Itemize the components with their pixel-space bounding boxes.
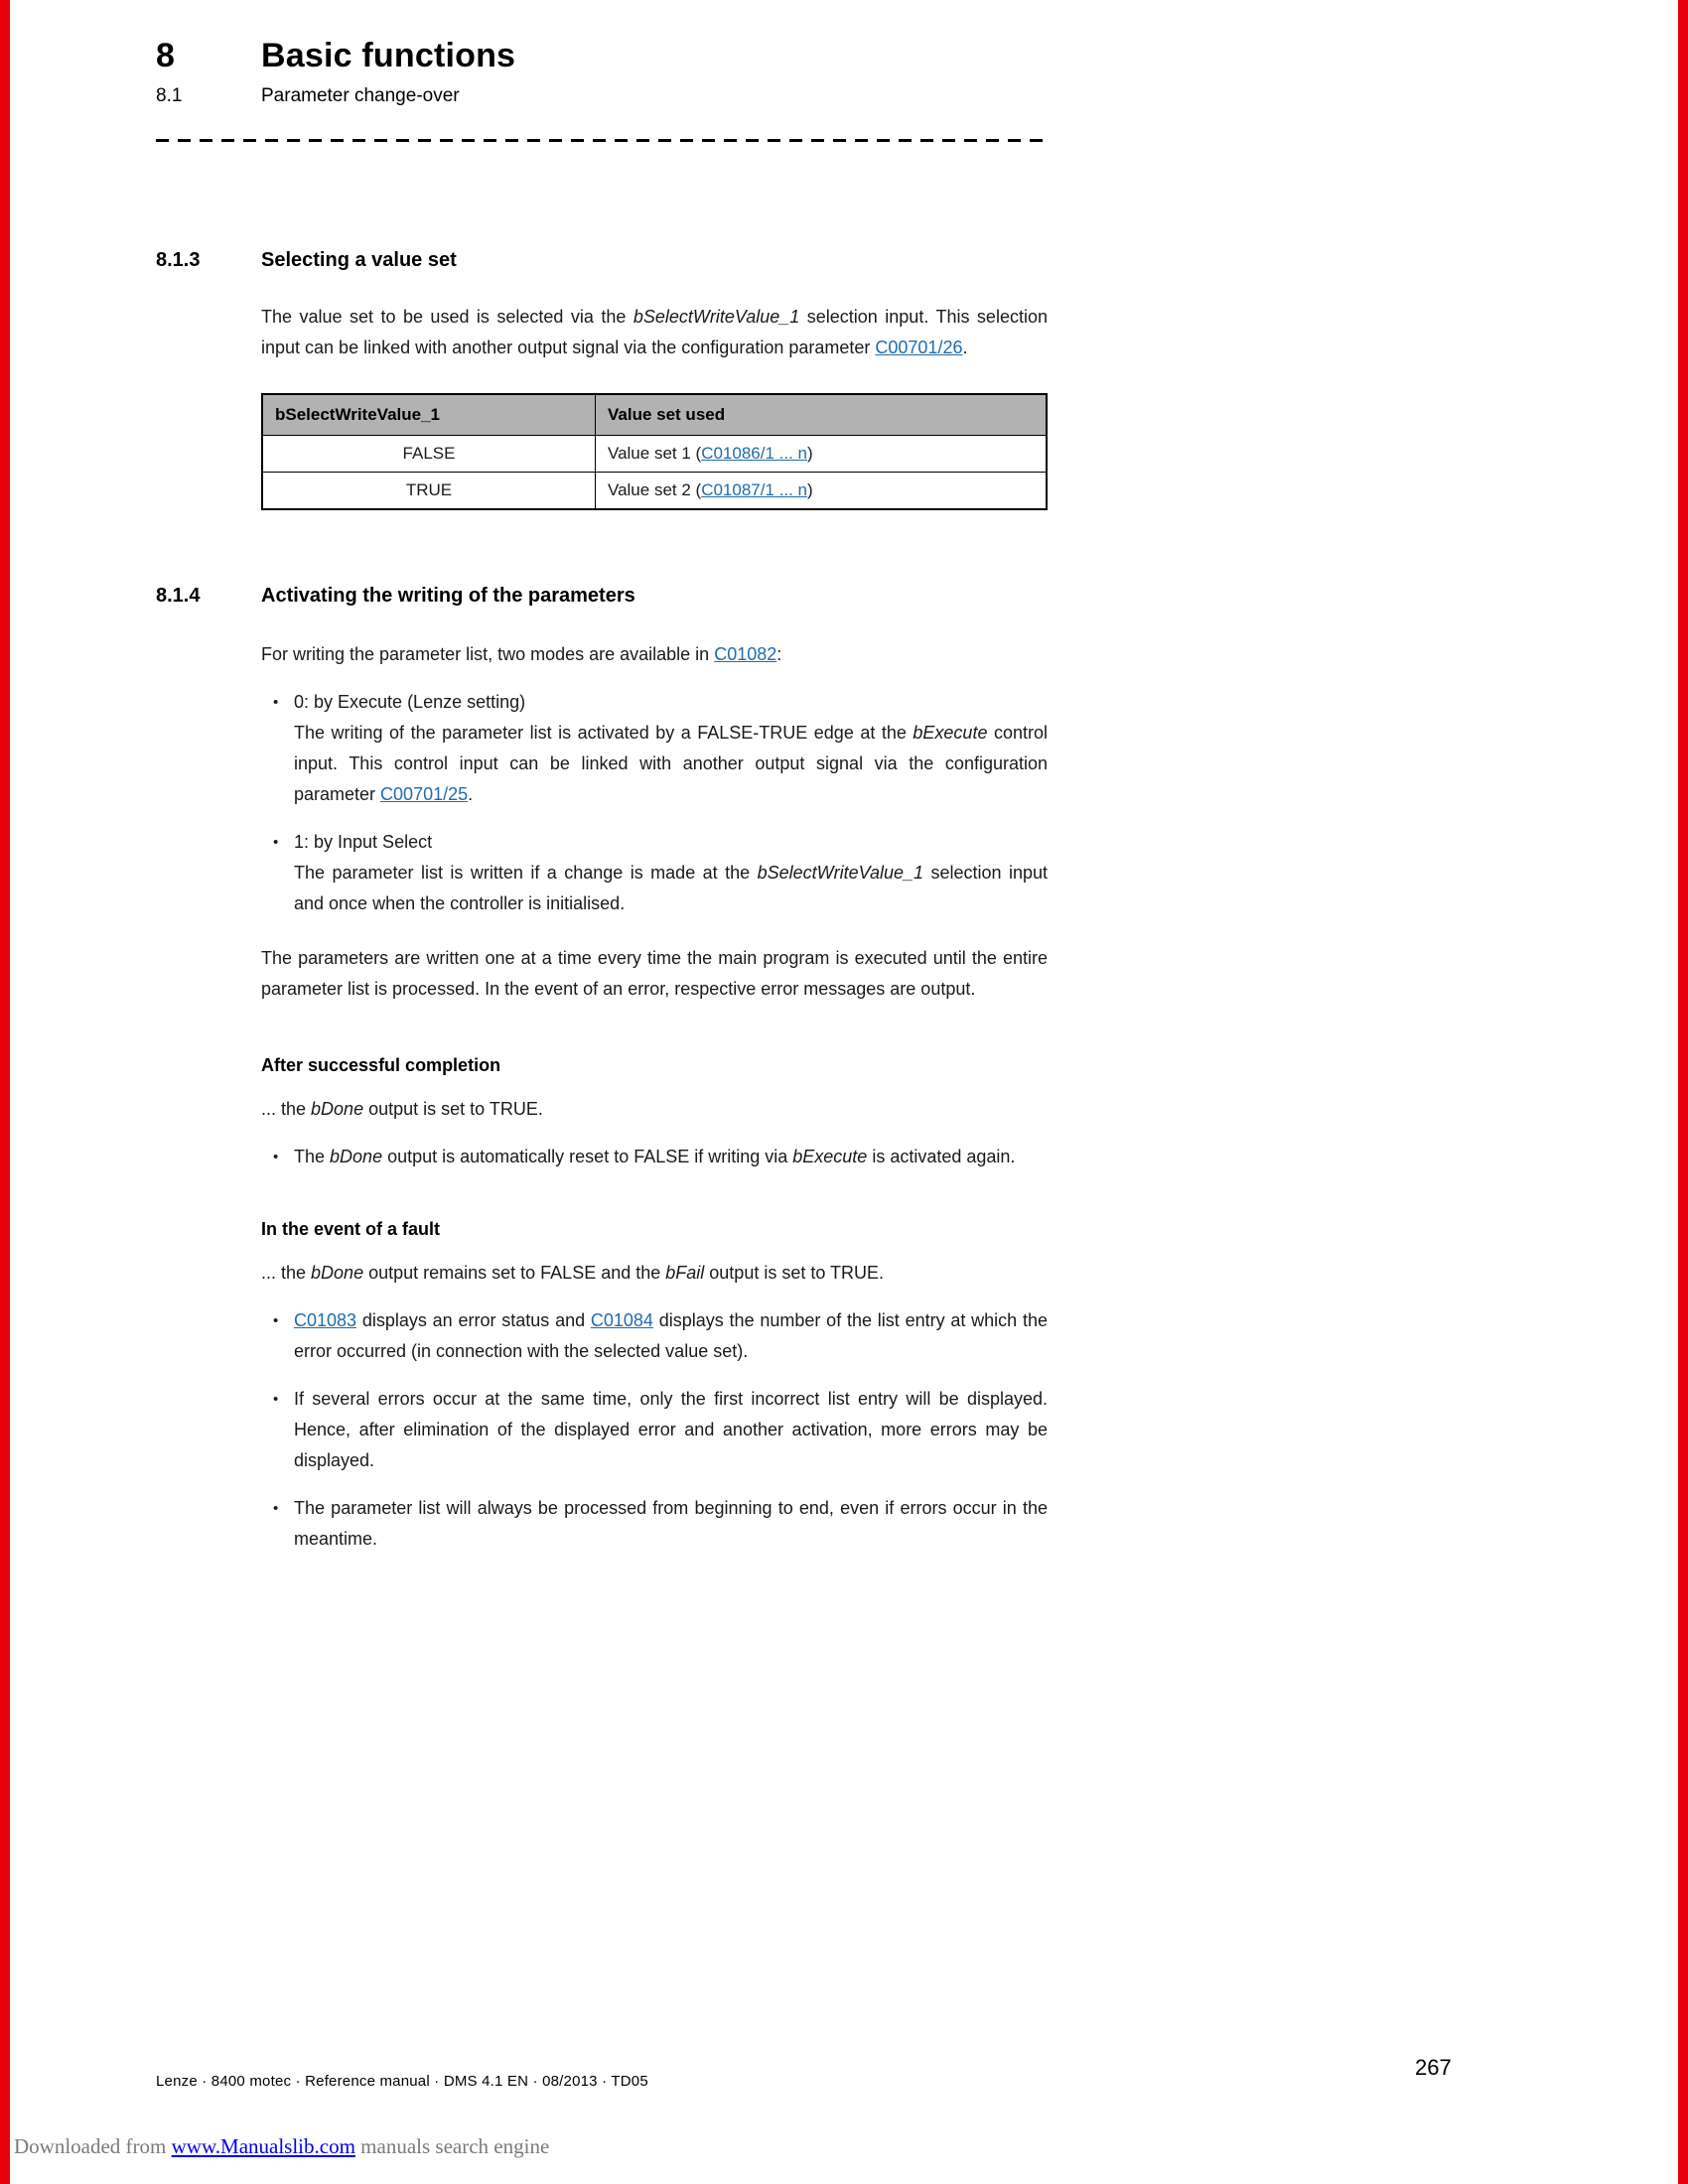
- cell-input-state: FALSE: [262, 436, 596, 473]
- text-segment: For writing the parameter list, two modes are available in: [261, 644, 715, 664]
- text-segment: selection input. This selection input can be linked with another output signal via the configuration parameter: [261, 307, 1048, 357]
- text-segment: The parameter list is written if a change is made at the: [294, 863, 758, 883]
- subsection-number: 8.1.4: [156, 585, 201, 607]
- dashed-divider: [156, 139, 1043, 142]
- page-content: [156, 34, 1048, 1555]
- italic-term: bDone: [330, 1147, 383, 1166]
- italic-term: bSelectWriteValue_1: [633, 307, 800, 327]
- intro-paragraph: [261, 302, 1048, 363]
- text-segment: Downloaded from: [14, 2134, 172, 2158]
- manualslib-link[interactable]: www.Manualslib.com: [171, 2134, 355, 2158]
- text-segment: output is automatically reset to FALSE if writing via: [382, 1147, 793, 1166]
- column-header-valueset: Value set used: [596, 394, 1048, 436]
- text-segment: output remains set to FALSE and the: [363, 1263, 666, 1283]
- fault-paragraph: [261, 1258, 1048, 1289]
- section-title: Parameter change-over: [261, 85, 460, 106]
- chapter-number: 8: [156, 37, 176, 74]
- table-row: [262, 473, 1047, 510]
- subheading-success: After successful completion: [261, 1055, 501, 1075]
- text-segment: manuals search engine: [354, 2134, 550, 2158]
- text-segment: ... the: [261, 1099, 312, 1119]
- text-segment: ): [807, 444, 813, 463]
- column-header-input: bSelectWriteValue_1: [262, 394, 596, 436]
- subheading-fault: In the event of a fault: [261, 1219, 441, 1239]
- italic-term: bSelectWriteValue_1: [757, 863, 924, 883]
- cell-input-state: TRUE: [262, 473, 596, 510]
- footer-document-info: Lenze · 8400 motec · Reference manual · DMS 4.1 EN · 08/2013 · TD05: [156, 2073, 648, 2090]
- section-number: 8.1: [156, 85, 183, 106]
- text-segment: The: [294, 1147, 331, 1166]
- italic-term: bDone: [311, 1099, 364, 1119]
- text-segment: The writing of the parameter list is activated by a FALSE-TRUE edge at the: [294, 723, 914, 743]
- table-row: [262, 436, 1047, 473]
- cell-value-set: [596, 436, 1048, 473]
- text-segment: ): [807, 480, 813, 499]
- text-segment: control input. This control input can be linked with another output signal via the configuration parameter: [294, 723, 1049, 804]
- page-edge-right: [1678, 0, 1688, 2184]
- section-heading: [156, 83, 1048, 109]
- processing-paragraph: The parameters are written one at a time every time the main program is executed until the entire parameter list is processed. In the event of an error, respective error messages are output.: [261, 948, 1048, 999]
- text-segment: Value set 1 (: [608, 444, 702, 463]
- subsection-heading-814: [156, 582, 1048, 610]
- mode-description: [294, 858, 1048, 919]
- param-link-c00701-25[interactable]: C00701/25: [380, 784, 469, 804]
- param-link-c01084[interactable]: C01084: [590, 1310, 653, 1330]
- italic-term: bExecute: [913, 723, 988, 743]
- success-list: [261, 1142, 1048, 1172]
- param-link-c00701-26[interactable]: C00701/26: [875, 338, 963, 357]
- list-item-mode-execute: [261, 687, 1048, 810]
- section-8-1-3: [156, 246, 1048, 510]
- page-header: [156, 34, 1048, 109]
- text-segment: :: [776, 644, 782, 664]
- value-set-table: [261, 393, 1048, 510]
- fault-list: [261, 1305, 1048, 1555]
- manualslib-watermark: [14, 2134, 549, 2159]
- subsection-heading-813: [156, 246, 1048, 274]
- text-segment: Value set 2 (: [608, 480, 702, 499]
- list-item-always-processed: • The parameter list will always be processed from beginning to end, even if errors occur in the meantime.: [261, 1493, 1048, 1555]
- text-segment: .: [468, 784, 474, 804]
- italic-term: bExecute: [792, 1147, 868, 1166]
- subsection-title: Activating the writing of the parameters: [261, 585, 635, 607]
- text-segment: .: [962, 338, 968, 357]
- modes-intro-paragraph: [261, 639, 1048, 670]
- mode-description: [294, 718, 1048, 810]
- table-header-row: [262, 394, 1047, 436]
- subsection-title: Selecting a value set: [261, 249, 457, 271]
- subsection-number: 8.1.3: [156, 249, 201, 271]
- success-paragraph: [261, 1094, 1048, 1125]
- text-segment: ... the: [261, 1263, 312, 1283]
- text-segment: displays the number of the list entry at which the error occurred (in connection with the selected value set).: [294, 1310, 1048, 1361]
- text-segment: output is set to TRUE.: [704, 1263, 885, 1283]
- param-link-c01083[interactable]: C01083: [294, 1310, 357, 1330]
- list-item-several-errors: • If several errors occur at the same time, only the first incorrect list entry will be displayed. Hence, after elimination of the displayed error and another activation, more errors may be displayed.: [261, 1384, 1048, 1476]
- list-item-bdone-reset: [261, 1142, 1048, 1172]
- text-segment: selection input and once when the controller is initialised.: [294, 863, 1049, 913]
- chapter-title: Basic functions: [261, 37, 516, 74]
- italic-term: bDone: [311, 1263, 364, 1283]
- text-segment: is activated again.: [867, 1147, 1016, 1166]
- list-item-mode-inputselect: [261, 827, 1048, 919]
- text-segment: The value set to be used is selected via the: [261, 307, 633, 327]
- page-edge-left: [0, 0, 10, 2184]
- param-link-c01086[interactable]: C01086/1 ... n: [701, 444, 807, 463]
- mode-label: • 1: by Input Select: [294, 832, 433, 852]
- chapter-heading: [156, 34, 1048, 77]
- section-813-body: [156, 302, 1048, 510]
- param-link-c01082[interactable]: C01082: [714, 644, 777, 664]
- text-segment: output is set to TRUE.: [363, 1099, 543, 1119]
- mode-label: • 0: by Execute (Lenze setting): [294, 692, 526, 712]
- section-8-1-4: [156, 582, 1048, 1555]
- page-number: 267: [1415, 2055, 1452, 2080]
- list-item-error-status: [261, 1305, 1048, 1367]
- text-segment: displays an error status and: [356, 1310, 591, 1330]
- modes-list: [261, 687, 1048, 919]
- section-814-body: [156, 639, 1048, 1555]
- cell-value-set: [596, 473, 1048, 510]
- italic-term: bFail: [665, 1263, 705, 1283]
- param-link-c01087[interactable]: C01087/1 ... n: [701, 480, 807, 499]
